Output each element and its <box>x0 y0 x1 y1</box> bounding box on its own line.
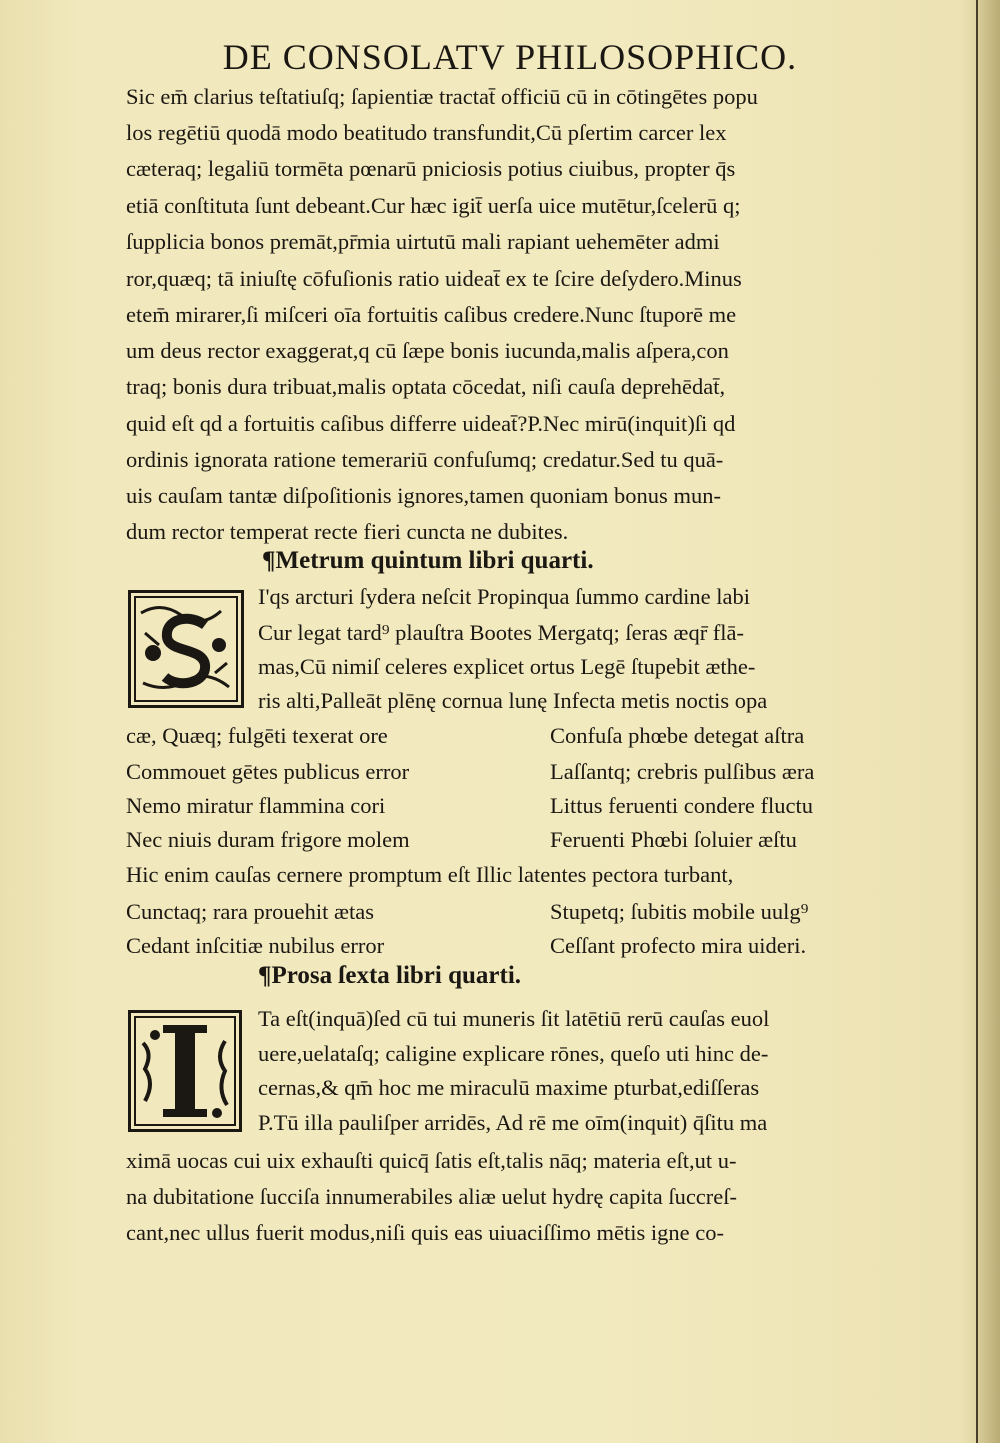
initial-s-icon <box>131 593 241 705</box>
verse-right: Ceſſant profecto mira uideri. <box>550 933 807 958</box>
verse-line: ris alti,Palleāt plēnę cornua lunę Infecta metis noctis opa <box>258 688 768 713</box>
text-line: ordinis ignorata ratione temerariū confuſumq; credatur.Sed tu quā- <box>126 447 724 472</box>
verse-line: mas,Cū nimiſ celeres explicet ortus Legē ſtupebit æthe- <box>258 654 756 679</box>
section-heading-metrum: ¶Metrum quintum libri quarti. <box>262 547 594 574</box>
text-line: cæteraq; legaliū tormēta pœnarū pniciosis potius ciuibus, propter q̄s <box>126 156 736 181</box>
verse-right: Feruenti Phœbi ſoluier æſtu <box>550 827 797 852</box>
verse-line: I'qs arcturi ſydera neſcit Propinqua ſummo cardine labi <box>258 584 751 609</box>
verse-right: Littus feruenti condere fluctu <box>550 793 814 818</box>
decorated-initial-s <box>128 590 244 708</box>
text-line: uere,uelataſq; caligine explicare rōnes, queſo uti hinc de- <box>258 1041 769 1066</box>
page-edge <box>976 0 1000 1443</box>
text-line: ſupplicia bonos premāt,pr̄mia uirtutū mali rapiant uehemēter admi <box>126 229 720 254</box>
text-line: los regētiū quodā modo beatitudo transfundit,Cū pſertim carcer lex <box>126 120 727 145</box>
verse-line: Hic enim cauſas cernere promptum eſt Illic latentes pectora turbant, <box>126 862 734 887</box>
text-line: etem̄ mirarer,ſi miſceri oīa fortuitis caſibus credere.Nunc ſtuporē me <box>126 302 737 327</box>
text-line: Ta eſt(inquā)ſed cū tui muneris ſit latētiū rerū cauſas euol <box>258 1006 770 1031</box>
verse-left: Cedant inſcitiæ nubilus error <box>126 933 385 958</box>
verse-left: cæ, Quæq; fulgēti texerat ore <box>126 723 388 748</box>
text-line: ximā uocas cui uix exhauſti quicq̄ ſatis eſt,talis nāq; materia eſt,ut u- <box>126 1148 737 1173</box>
text-line: ror,quæq; tā iniuſtę cōfuſionis ratio uideat̄ ex te ſcire deſydero.Minus <box>126 266 742 291</box>
text-line: cant,nec ullus fuerit modus,niſi quis eas uiuaciſſimo mētis igne co- <box>126 1220 724 1245</box>
text-line: uis cauſam tantæ diſpoſitionis ignores,tamen quoniam bonus mun- <box>126 483 721 508</box>
text-line: dum rector temperat recte fieri cuncta ne dubites. <box>126 519 569 544</box>
verse-left: Commouet gētes publicus error <box>126 759 410 784</box>
section-heading-prosa: ¶Prosa ſexta libri quarti. <box>258 962 522 989</box>
text-line: etiā conſtituta ſunt debeant.Cur hæc igit̄ uerſa uice mutētur,ſcelerū q; <box>126 193 741 218</box>
text-line: cernas,& qm̄ hoc me miraculū maxime pturbat,ediſſeras <box>258 1075 760 1100</box>
text-line: quid eſt qd a fortuitis caſibus differre uideat̄?P.Nec mirū(inquit)ſi qd <box>126 411 736 436</box>
verse-line: Cur legat tard⁹ plauſtra Bootes Mergatq; ſeras æqr̄ flā- <box>258 620 745 645</box>
verse-right: Stupetq; ſubitis mobile uulg⁹ <box>550 899 809 924</box>
text-line: Sic em̄ clarius teſtatiuſq; ſapientiæ tractat̄ officiū cū in cōtingētes popu <box>126 84 758 109</box>
verse-left: Nemo miratur flammina cori <box>126 793 386 818</box>
text-line: na dubitatione ſucciſa innumerabiles aliæ uelut hydrę capita ſuccreſ- <box>126 1184 738 1209</box>
text-line: um deus rector exaggerat,q cū ſæpe bonis iucunda,malis aſpera,con <box>126 338 729 363</box>
running-header: DE CONSOLATV PHILOSOPHICO. <box>222 37 798 77</box>
decorated-initial-i <box>128 1010 242 1132</box>
text-line: traq; bonis dura tribuat,malis optata cōcedat, niſi cauſa deprehēdat̄, <box>126 374 726 399</box>
verse-left: Nec niuis duram frigore molem <box>126 827 410 852</box>
text-line: P.Tū illa pauliſper arridēs, Ad rē me oīm(inquit) q̄ſitu ma <box>258 1110 768 1135</box>
verse-right: Laſſantq; crebris pulſibus æra <box>550 759 815 784</box>
verse-right: Confuſa phœbe detegat aſtra <box>550 723 805 748</box>
verse-left: Cunctaq; rara prouehit ætas <box>126 899 375 924</box>
initial-i-icon <box>131 1013 239 1129</box>
